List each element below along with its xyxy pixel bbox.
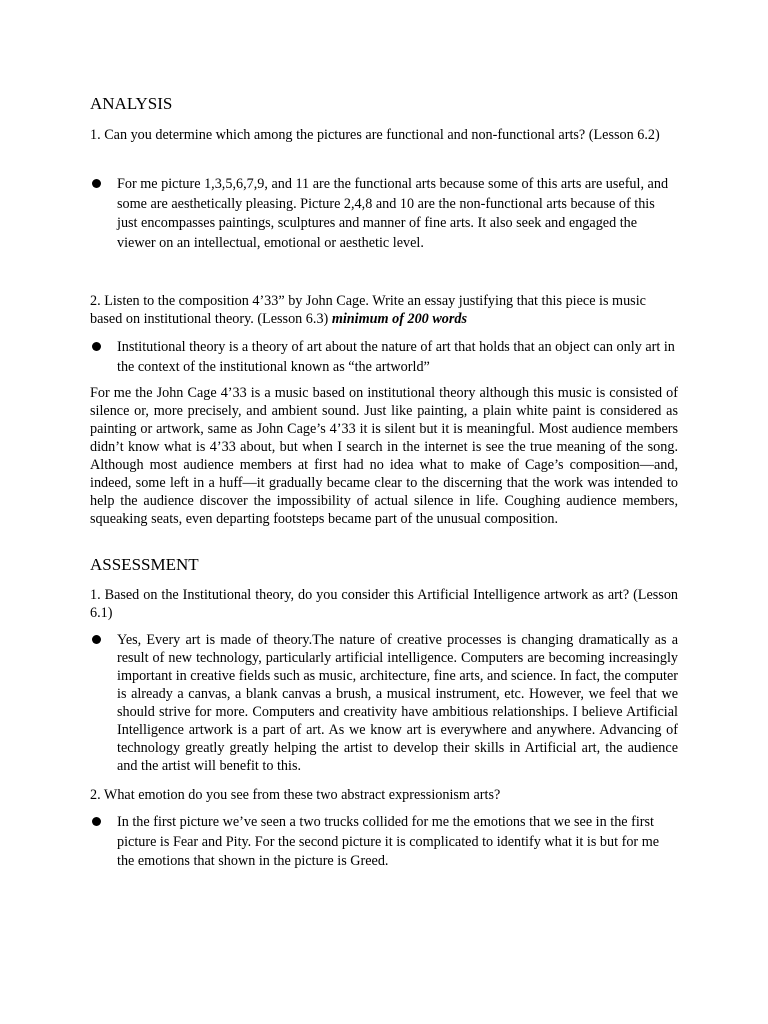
bullet-icon <box>92 342 101 351</box>
assessment-question-2: 2. What emotion do you see from these two abstract expressionism arts? <box>90 787 501 803</box>
bullet-icon <box>92 635 101 644</box>
institutional-theory-definition: Institutional theory is a theory of art about the nature of art that holds that an object can only art in the context of the institutional known as “the artworld” <box>117 339 675 375</box>
assessment-answer-2: In the first picture we’ve seen a two trucks collided for me the emotions that we see in the first picture is Fear and Pity. For the second picture it is complicated to identify what it is but for me the emotions that shown in the picture is Greed. <box>117 814 660 869</box>
word-count-emphasis: minimum of 200 words <box>331 311 468 327</box>
assessment-question-1: 1. Based on the Institutional theory, do you consider this Artificial Intelligence artwork as art? (Lesson 6.1) <box>90 587 678 621</box>
assessment-answer-1: Yes, Every art is made of theory.The nature of creative processes is changing dramatically as a result of new technology, particularly artificial intelligence. Computers are becoming increasingly important in creative fields such as music, architecture, fine arts, and science. In fact, the computer is already a canvas, a blank canvas a brush, a musical instrument, etc. However, we feel that we should strive for more. Computers and creativity have ambitious relationships. I believe Artificial Intelligence artwork is a part of art. As we know art is everywhere and anywhere. Advancing of technology greatly greatly helping the artist to develop their skills in Artificial art, the audience and the artist will benefit to this. <box>117 632 678 774</box>
analysis-answer-1: For me picture 1,3,5,6,7,9, and 11 are the functional arts because some of this arts are useful, and some are aesthetically pleasing. Picture 2,4,8 and 10 are the non-functional arts because of this just encompasses paintings, sculptures and manner of fine arts. It also seek and engaged the viewer on an intellectual, emotional or aesthetic level. <box>117 176 669 251</box>
bullet-icon <box>92 179 101 188</box>
analysis-question-2-text: 2. Listen to the composition 4’33” by John Cage. Write an essay justifying that this piece is music based on institutional theory. (Lesson 6.3) <box>90 293 646 327</box>
analysis-essay: For me the John Cage 4’33 is a music based on institutional theory although this music is consisted of silence or, more precisely, and ambient sound. Just like painting, a plain white paint is considered as painting or artwork, same as John Cage’s 4’33 it is silent but it is meaningful. Most audience members didn’t know what is 4’33 about, but when I search in the internet is see the true meaning of the song. Although most audience members at first had no idea what to make of Cage’s composition—and, indeed, some left in a huff—it gradually became clear to the discerning that the work was intended to help the audience discover the impossibility of actual silence in life. Coughing audience members, squeaking seats, even departing footsteps became part of the unusual composition. <box>90 385 678 527</box>
assessment-heading: ASSESSMENT <box>90 555 199 574</box>
analysis-question-2 <box>90 292 678 328</box>
bullet-icon <box>92 817 101 826</box>
analysis-heading: ANALYSIS <box>90 94 173 113</box>
analysis-question-1: 1. Can you determine which among the pictures are functional and non-functional arts? (Lesson 6.2) <box>90 127 660 143</box>
